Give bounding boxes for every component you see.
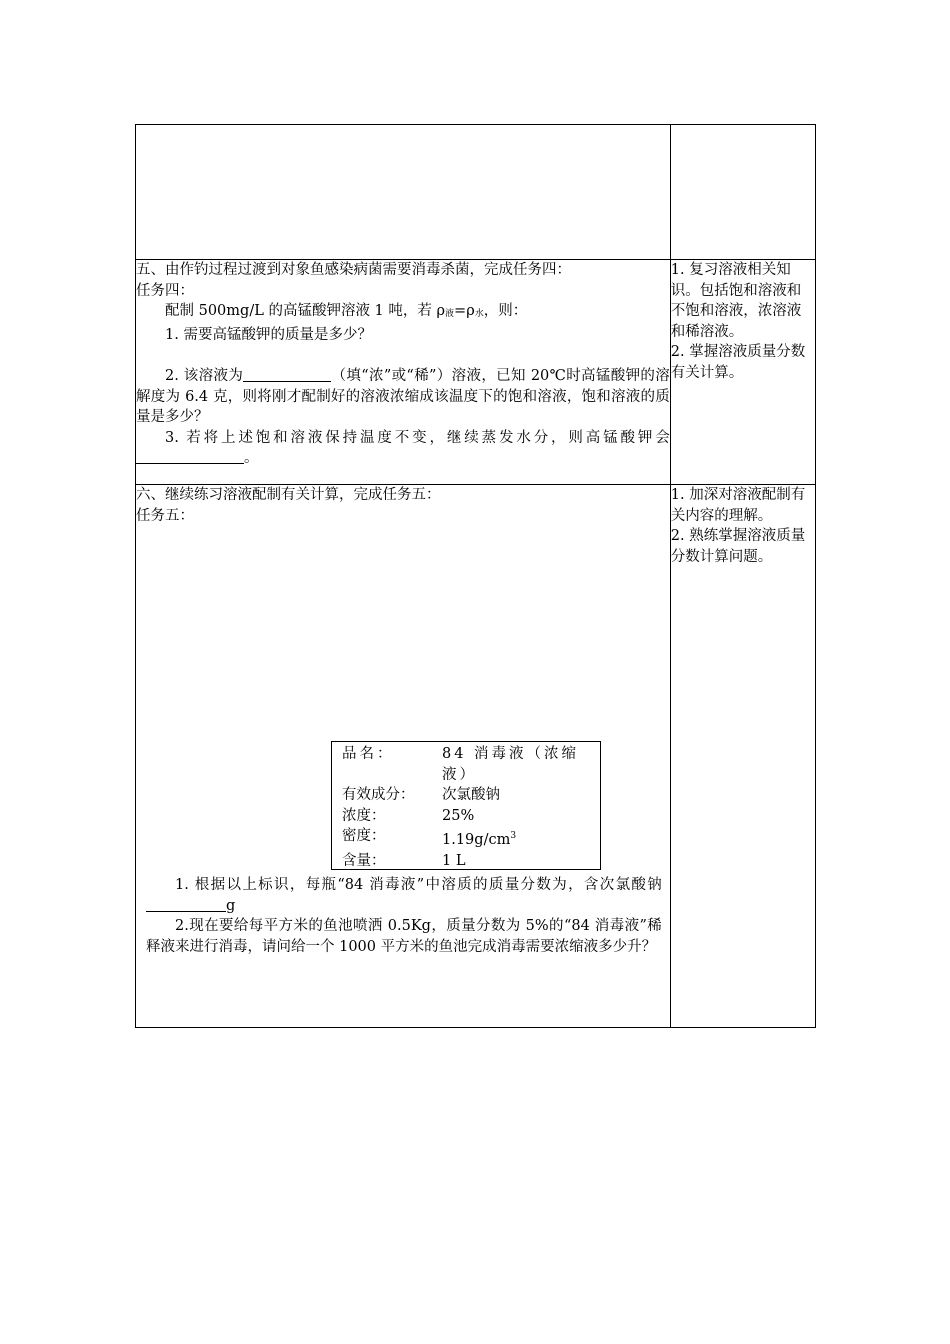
intro-text-c: ，则：: [483, 303, 528, 319]
q2-text-a: 2. 该溶液为: [165, 368, 244, 384]
lesson-plan-table: [135, 124, 816, 1028]
label-value: 84 消毒液（浓缩液）: [442, 746, 580, 783]
label-value: [442, 826, 592, 851]
label-key: 含量：: [342, 852, 386, 869]
intro-subscript-liquid: 液: [445, 309, 455, 319]
question-2: [136, 366, 670, 428]
intro-subscript-water: 水: [474, 309, 484, 319]
label-key: 品名：: [342, 746, 395, 762]
q2-text-b: （填“浓”或“稀”）溶液，已知 20℃时高锰酸钾的溶解度为 6.4 克，则将刚才配制好的溶液浓缩成该温度下的饱和溶液，饱和溶液的质量是多少？: [136, 368, 670, 425]
table-row: [136, 485, 816, 1028]
q3-text-a: 3. 若将上述饱和溶液保持温度不变，继续蒸发水分，则高锰酸钾会: [165, 429, 670, 446]
label-key: 浓度：: [342, 807, 386, 824]
q1-text-b: g: [226, 897, 236, 914]
table-row: [136, 260, 816, 485]
label-row-content: [342, 851, 592, 872]
question-2: 2.现在要给每平方米的鱼池喷洒 0.5Kg，质量分数为 5%的“84 消毒液”稀释液来进行消毒，请问给一个 1000 平方米的鱼池完成消毒需要浓缩液多少升？: [146, 918, 662, 955]
label-value: 1 L: [442, 852, 466, 869]
section-six-heading: 六、继续练习溶液配制有关计算，完成任务五：: [136, 487, 441, 503]
task-five-label: 任务五：: [136, 507, 194, 524]
task-five-cell: [136, 485, 671, 1028]
label-key: 有效成分：: [342, 787, 415, 803]
label-value: 25%: [442, 807, 475, 824]
label-row-name: [342, 744, 592, 785]
question-3: [136, 428, 670, 469]
goal-item: 2. 掌握溶液质量分数有关计算。: [670, 344, 806, 381]
question-1: [146, 875, 662, 916]
fill-blank[interactable]: [146, 896, 226, 912]
fill-blank[interactable]: [243, 366, 331, 382]
goal-item: 1. 复习溶液相关知识。包括饱和溶液和不饱和溶液，浓溶液和稀溶液。: [670, 262, 802, 340]
task-five-goals-cell: [670, 485, 815, 1028]
section-five-heading: 五、由作钓过程过渡到对象鱼感染病菌需要消毒杀菌，完成任务四：: [136, 262, 571, 278]
product-label-box: [331, 741, 601, 870]
label-row-concentration: [342, 806, 592, 827]
fill-blank[interactable]: [136, 448, 244, 464]
density-superscript: 3: [510, 831, 517, 841]
question-1: 1. 需要高锰酸钾的质量是多少？: [165, 326, 372, 343]
label-value: 次氯酸钠: [442, 787, 500, 803]
task-five-questions: [146, 875, 662, 957]
q3-text-b: 。: [244, 450, 259, 466]
label-key: 密度：: [342, 828, 386, 844]
q1-text-a: 1. 根据以上标识，每瓶“84 消毒液”中溶质的质量分数为，含次氯酸钠: [175, 877, 662, 893]
task-four-goals-cell: [670, 260, 815, 485]
answer-space: [136, 345, 670, 366]
empty-side-cell: [670, 125, 815, 260]
task-four-intro: [136, 301, 670, 325]
goal-item: 2. 熟练掌握溶液质量分数计算问题。: [670, 528, 806, 565]
label-row-density: [342, 826, 592, 851]
density-value: 1.19g/cm: [442, 832, 511, 848]
intro-text-b: =ρ: [454, 303, 475, 319]
intro-text-a: 配制 500mg/L 的高锰酸钾溶液 1 吨，若 ρ: [165, 303, 446, 319]
label-row-ingredient: [342, 785, 592, 806]
task-four-label: 任务四：: [136, 282, 194, 299]
goal-item: 1. 加深对溶液配制有关内容的理解。: [670, 487, 806, 524]
empty-main-cell: [136, 125, 671, 260]
task-four-cell: [136, 260, 671, 485]
table-row: [136, 125, 816, 260]
